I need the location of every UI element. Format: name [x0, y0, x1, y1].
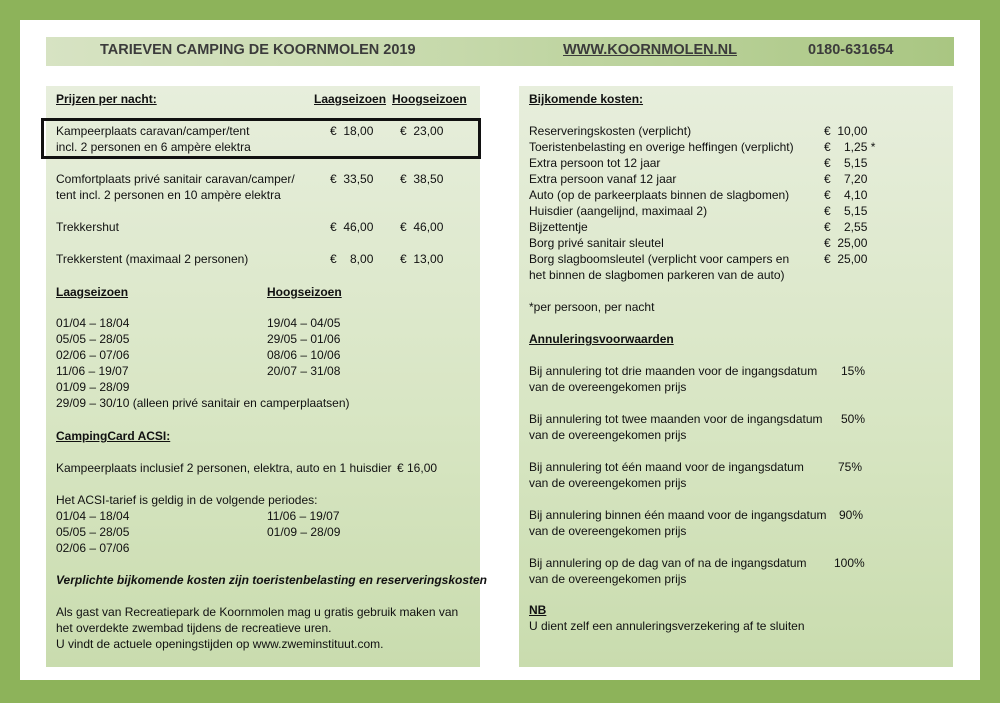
price-low: € 18,00 — [330, 124, 374, 138]
price-high: € 38,50 — [400, 172, 444, 186]
acsi-period: 02/06 – 07/06 — [56, 541, 130, 555]
acsi-item: Kampeerplaats inclusief 2 personen, elektra, auto en 1 huisdier — [56, 461, 392, 475]
cost-price: € 5,15 — [824, 156, 868, 170]
low-period: 05/05 – 28/05 — [56, 332, 130, 346]
website-link[interactable]: WWW.KOORNMOLEN.NL — [563, 42, 737, 58]
cancel-pct: 90% — [839, 508, 864, 522]
cancel-line: Bij annulering tot twee maanden voor de ingangsdatum — [529, 412, 823, 426]
header-bar — [46, 37, 954, 66]
cost-label: Borg slagboomsleutel (verplicht voor campers en — [529, 252, 790, 266]
price-item-label: Trekkerstent (maximaal 2 personen) — [56, 252, 249, 266]
high-season-heading: Hoogseizoen — [267, 285, 342, 299]
low-season-heading: Laagseizoen — [56, 285, 129, 299]
cost-price: € 25,00 — [824, 236, 868, 250]
cancel-line: Bij annulering tot één maand voor de ingangsdatum — [529, 460, 804, 474]
cost-price: € 1,25 * — [824, 140, 876, 154]
cost-price: € 7,20 — [824, 172, 868, 186]
price-low: € 33,50 — [330, 172, 374, 186]
high-period: 29/05 – 01/06 — [267, 332, 341, 346]
cost-label: Huisdier (aangelijnd, maximaal 2) — [529, 204, 708, 218]
cost-label: Auto (op de parkeerplaats binnen de slagbomen) — [529, 188, 790, 202]
mandatory-note: Verplichte bijkomende kosten zijn toeristenbelasting en reserveringskosten — [56, 573, 488, 587]
high-period: 20/07 – 31/08 — [267, 364, 341, 378]
cost-price: € 5,15 — [824, 204, 868, 218]
price-item-label: tent incl. 2 personen en 10 ampère elektra — [56, 188, 281, 202]
cost-label: Bijzettentje — [529, 220, 588, 234]
cost-price: € 2,55 — [824, 220, 868, 234]
pool-text: het overdekte zwembad tijdens de recreatieve uren. — [56, 621, 332, 635]
cancel-line: Bij annulering binnen één maand voor de ingangsdatum — [529, 508, 827, 522]
acsi-period: 01/04 – 18/04 — [56, 509, 130, 523]
prices-heading: Prijzen per nacht: — [56, 92, 157, 106]
cost-label: Toeristenbelasting en overige heffingen (verplicht) — [529, 140, 794, 154]
high-period: 08/06 – 10/06 — [267, 348, 341, 362]
cost-price: € 10,00 — [824, 124, 868, 138]
price-item-label: Kampeerplaats caravan/camper/tent — [56, 124, 250, 138]
acsi-period: 11/06 – 19/07 — [267, 509, 340, 523]
cancel-line: van de overeengekomen prijs — [529, 380, 687, 394]
high-period: 19/04 – 04/05 — [267, 316, 341, 330]
cancel-line: van de overeengekomen prijs — [529, 572, 687, 586]
price-low: € 46,00 — [330, 220, 374, 234]
low-period: 02/06 – 07/06 — [56, 348, 130, 362]
cancel-pct: 75% — [838, 460, 863, 474]
acsi-period: 05/05 – 28/05 — [56, 525, 130, 539]
phone-number: 0180-631654 — [808, 42, 894, 58]
cost-price: € 4,10 — [824, 188, 868, 202]
pool-text: Als gast van Recreatiepark de Koornmolen mag u gratis gebruik maken van — [56, 605, 459, 619]
cancel-line: van de overeengekomen prijs — [529, 428, 687, 442]
cost-price: € 25,00 — [824, 252, 868, 266]
cancel-line: Bij annulering op de dag van of na de ingangsdatum — [529, 556, 807, 570]
price-high: € 46,00 — [400, 220, 444, 234]
pool-text: U vindt de actuele openingstijden op www.zweminstituut.com. — [56, 637, 384, 651]
cancel-pct: 15% — [841, 364, 866, 378]
price-item-label: Comfortplaats privé sanitair caravan/camper/ — [56, 172, 295, 186]
low-period: 01/09 – 28/09 — [56, 380, 130, 394]
cost-label: het binnen de slagbomen parkeren van de auto) — [529, 268, 785, 282]
cost-label: Extra persoon vanaf 12 jaar — [529, 172, 677, 186]
price-item-label: Trekkershut — [56, 220, 119, 234]
cancel-line: Bij annulering tot drie maanden voor de ingangsdatum — [529, 364, 818, 378]
cost-label: Reserveringskosten (verplicht) — [529, 124, 692, 138]
low-period: 29/09 – 30/10 (alleen privé sanitair en camperplaatsen) — [56, 396, 350, 410]
col-high-heading: Hoogseizoen — [392, 92, 467, 106]
acsi-period: 01/09 – 28/09 — [267, 525, 341, 539]
cost-label: Borg privé sanitair sleutel — [529, 236, 664, 250]
price-item-label: incl. 2 personen en 6 ampère elektra — [56, 140, 251, 154]
cancel-heading: Annuleringsvoorwaarden — [529, 332, 674, 346]
footnote: *per persoon, per nacht — [529, 300, 655, 314]
acsi-note: Het ACSI-tarief is geldig in de volgende periodes: — [56, 493, 318, 507]
price-high: € 13,00 — [400, 252, 444, 266]
price-high: € 23,00 — [400, 124, 444, 138]
acsi-heading: CampingCard ACSI: — [56, 429, 171, 443]
cost-label: Extra persoon tot 12 jaar — [529, 156, 661, 170]
extra-costs-heading: Bijkomende kosten: — [529, 92, 644, 106]
cancel-pct: 100% — [834, 556, 865, 570]
nb-text: U dient zelf een annuleringsverzekering af te sluiten — [529, 619, 805, 633]
cancel-pct: 50% — [841, 412, 866, 426]
cancel-line: van de overeengekomen prijs — [529, 476, 687, 490]
nb-heading: NB — [529, 603, 547, 617]
col-low-heading: Laagseizoen — [314, 92, 387, 106]
cancel-line: van de overeengekomen prijs — [529, 524, 687, 538]
acsi-price: € 16,00 — [397, 461, 438, 475]
low-period: 11/06 – 19/07 — [56, 364, 129, 378]
low-period: 01/04 – 18/04 — [56, 316, 130, 330]
price-low: € 8,00 — [330, 252, 374, 266]
page-title: TARIEVEN CAMPING DE KOORNMOLEN 2019 — [100, 42, 416, 58]
